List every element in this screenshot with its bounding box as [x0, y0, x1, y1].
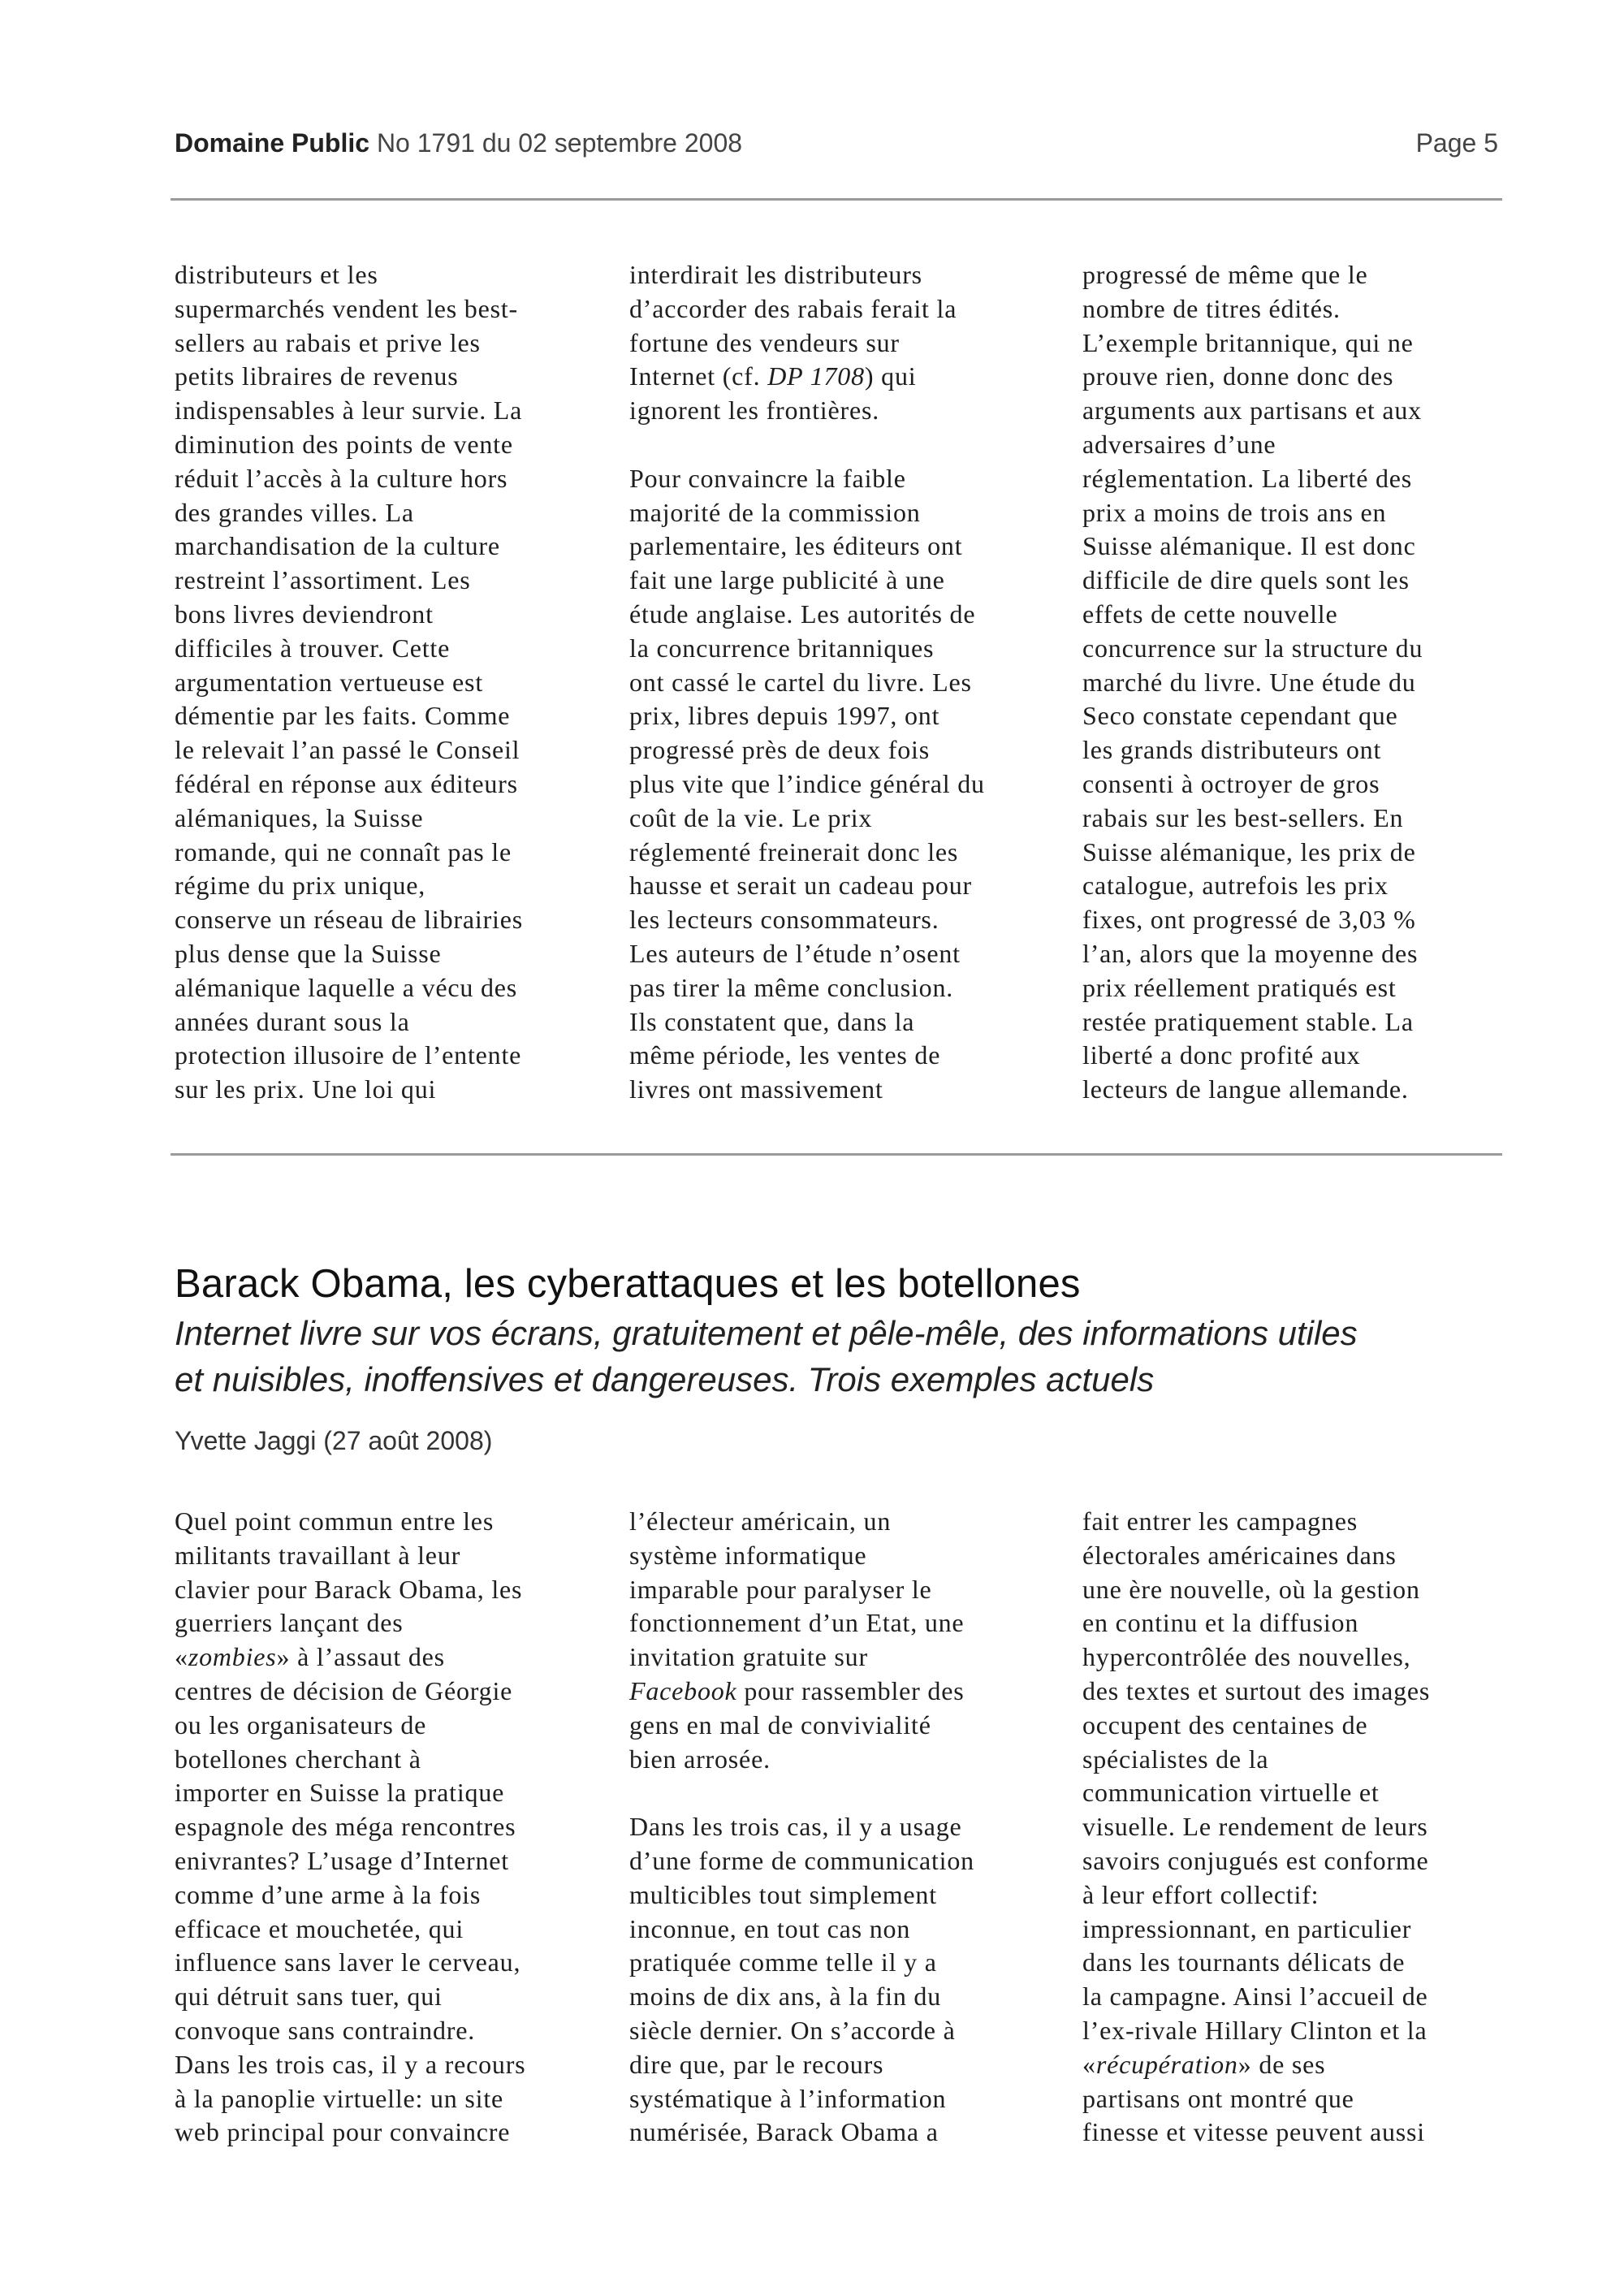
publication-name: Domaine Public: [175, 128, 370, 158]
subtitle-line: Internet livre sur vos écrans, gratuitement et pêle-mêle, des informations utiles: [175, 1314, 1358, 1352]
header-divider: [171, 198, 1502, 201]
text-line: des textes et surtout des images: [1082, 1675, 1431, 1705]
text-line: numérisée, Barack Obama a: [629, 2117, 939, 2147]
text-line: majorité de la commission: [629, 497, 921, 527]
text-line: difficile de dire quels sont les: [1082, 565, 1410, 595]
text-line: livres ont massivement: [629, 1074, 883, 1104]
text-line: progressé près de deux fois: [629, 735, 930, 765]
text-line: lecteurs de langue allemande.: [1082, 1074, 1409, 1104]
text-line: finesse et vitesse peuvent aussi: [1082, 2117, 1425, 2147]
text-line: restreint l’assortiment. Les: [175, 565, 471, 595]
text-line: nombre de titres édités.: [1082, 293, 1341, 323]
text-line: gens en mal de convivialité: [629, 1709, 931, 1740]
text-line: coût de la vie. Le prix: [629, 802, 873, 832]
text-line: romande, qui ne connaît pas le: [175, 836, 512, 867]
text-line: convoque sans contraindre.: [175, 2015, 476, 2045]
text-line: des grandes villes. La: [175, 497, 414, 527]
text-line: fait entrer les campagnes: [1082, 1506, 1358, 1536]
article1-column-3: [1082, 258, 1513, 1107]
text-line: enivrantes? L’usage d’Internet: [175, 1845, 509, 1875]
text-line: multicibles tout simplement: [629, 1879, 937, 1909]
text-line: efficace et mouchetée, qui: [175, 1913, 464, 1943]
text-line: hausse et serait un cadeau pour: [629, 871, 972, 901]
text-line: fixes, ont progressé de 3,03 %: [1082, 905, 1416, 935]
article-divider: [171, 1153, 1502, 1156]
text-line: système informatique: [629, 1540, 867, 1570]
article1-column-1: [175, 258, 605, 1107]
text-line: savoirs conjugués est conforme: [1082, 1845, 1429, 1875]
article-subtitle: [175, 1310, 1522, 1402]
text-line: ont cassé le cartel du livre. Les: [629, 667, 972, 697]
text-line: arguments aux partisans et aux: [1082, 395, 1422, 426]
text-line: ou les organisateurs de: [175, 1709, 427, 1740]
text-line: progressé de même que le: [1082, 260, 1368, 289]
text-line: spécialistes de la: [1082, 1744, 1269, 1774]
text-line: supermarchés vendent les best-: [175, 293, 518, 323]
text-line: pratiquée comme telle il y a: [629, 1947, 937, 1977]
text-line: indispensables à leur survie. La: [175, 395, 523, 426]
text-line: l’électeur américain, un: [629, 1506, 892, 1536]
text-line: petits libraires de revenus: [175, 361, 459, 391]
text-line: systématique à l’information: [629, 2083, 947, 2113]
text-line: catalogue, autrefois les prix: [1082, 871, 1389, 901]
text-line: importer en Suisse la pratique: [175, 1778, 505, 1808]
text-line: diminution des points de vente: [175, 429, 513, 459]
text-line: la campagne. Ainsi l’accueil de: [1082, 1982, 1428, 2012]
article-title: Barack Obama, les cyberattaques et les botellones: [175, 1262, 1081, 1306]
text-line: guerriers lançant des: [175, 1608, 404, 1638]
text-line: liberté a donc profité aux: [1082, 1040, 1361, 1070]
text-line: réduit l’accès à la culture hors: [175, 463, 508, 493]
text-line: comme d’une arme à la fois: [175, 1879, 482, 1909]
text-line: la concurrence britanniques: [629, 633, 935, 663]
text-line: sur les prix. Une loi qui: [175, 1074, 437, 1104]
text-line: visuelle. Le rendement de leurs: [1082, 1812, 1428, 1842]
text-line: Ils constatent que, dans la: [629, 1006, 915, 1036]
text-line: prix, libres depuis 1997, ont: [629, 701, 940, 731]
text-line: conserve un réseau de librairies: [175, 905, 523, 935]
text-line: une ère nouvelle, où la gestion: [1082, 1574, 1420, 1604]
text-line: difficiles à trouver. Cette: [175, 633, 451, 663]
text-line: restée pratiquement stable. La: [1082, 1006, 1414, 1036]
text-line: botellones cherchant à: [175, 1744, 421, 1774]
text-line: partisans ont montré que: [1082, 2083, 1354, 2113]
text-line: inconnue, en tout cas non: [629, 1913, 911, 1943]
text-line: le relevait l’an passé le Conseil: [175, 735, 520, 765]
text-line: réglementation. La liberté des: [1082, 463, 1413, 493]
text-line: impressionnant, en particulier: [1082, 1913, 1412, 1943]
text-line: Facebook pour rassembler des: [629, 1675, 965, 1705]
article2-column-3: [1082, 1505, 1513, 2150]
text-line: siècle dernier. On s’accorde à: [629, 2015, 956, 2045]
text-line: Suisse alémanique, les prix de: [1082, 836, 1416, 867]
text-line: Suisse alémanique. Il est donc: [1082, 531, 1416, 561]
text-line: «récupération» de ses: [1082, 2049, 1326, 2079]
text-line: ignorent les frontières.: [629, 395, 879, 426]
text-line: dans les tournants délicats de: [1082, 1947, 1406, 1977]
text-line: fédéral en réponse aux éditeurs: [175, 768, 518, 798]
text-line: espagnole des méga rencontres: [175, 1812, 516, 1842]
text-line: prix réellement pratiqués est: [1082, 972, 1397, 1002]
text-line: électorales américaines dans: [1082, 1540, 1397, 1570]
text-line: occupent des centaines de: [1082, 1709, 1368, 1740]
text-line: plus dense que la Suisse: [175, 938, 442, 968]
paragraph-break: [629, 428, 1060, 462]
text-line: étude anglaise. Les autorités de: [629, 599, 976, 629]
article2-column-2: [629, 1505, 1060, 2150]
text-line: sellers au rabais et prive les: [175, 327, 481, 357]
text-line: adversaires d’une: [1082, 429, 1276, 459]
text-line: démentie par les faits. Comme: [175, 701, 511, 731]
text-line: invitation gratuite sur: [629, 1642, 868, 1672]
text-line: bons livres deviendront: [175, 599, 434, 629]
text-line: interdirait les distributeurs: [629, 260, 922, 289]
text-line: marché du livre. Une étude du: [1082, 667, 1416, 697]
text-line: communication virtuelle et: [1082, 1778, 1380, 1808]
text-line: à leur effort collectif:: [1082, 1879, 1320, 1909]
text-line: Internet (cf. DP 1708) qui: [629, 361, 917, 391]
text-line: Les auteurs de l’étude n’osent: [629, 938, 961, 968]
text-line: rabais sur les best-sellers. En: [1082, 802, 1404, 832]
text-line: l’an, alors que la moyenne des: [1082, 938, 1419, 968]
text-line: argumentation vertueuse est: [175, 667, 484, 697]
text-line: bien arrosée.: [629, 1744, 771, 1774]
text-line: distributeurs et les: [175, 260, 378, 289]
text-line: alémaniques, la Suisse: [175, 802, 424, 832]
text-line: Quel point commun entre les: [175, 1506, 495, 1536]
text-line: Dans les trois cas, il y a usage: [629, 1812, 962, 1842]
text-line: web principal pour convaincre: [175, 2117, 511, 2147]
text-line: moins de dix ans, à la fin du: [629, 1982, 942, 2012]
page-header: [175, 128, 1498, 169]
text-line: Pour convaincre la faible: [629, 463, 906, 493]
text-line: centres de décision de Géorgie: [175, 1675, 513, 1705]
text-line: Dans les trois cas, il y a recours: [175, 2049, 526, 2079]
article-byline: Yvette Jaggi (27 août 2008): [175, 1426, 493, 1455]
text-line: Seco constate cependant que: [1082, 701, 1398, 731]
article1-column-2: [629, 258, 1060, 1107]
text-line: fonctionnement d’un Etat, une: [629, 1608, 965, 1638]
text-line: marchandisation de la culture: [175, 531, 500, 561]
subtitle-line: et nuisibles, inoffensives et dangereuses. Trois exemples actuels: [175, 1360, 1155, 1398]
text-line: prix a moins de trois ans en: [1082, 497, 1387, 527]
text-line: même période, les ventes de: [629, 1040, 941, 1070]
text-line: plus vite que l’indice général du: [629, 768, 985, 798]
text-line: les lecteurs consommateurs.: [629, 905, 939, 935]
text-line: pas tirer la même conclusion.: [629, 972, 954, 1002]
text-line: «zombies» à l’assaut des: [175, 1642, 445, 1672]
text-line: en continu et la diffusion: [1082, 1608, 1359, 1638]
paragraph-break: [629, 1776, 1060, 1810]
text-line: qui détruit sans tuer, qui: [175, 1982, 443, 2012]
text-line: années durant sous la: [175, 1006, 410, 1036]
text-line: militants travaillant à leur: [175, 1540, 461, 1570]
text-line: régime du prix unique,: [175, 871, 426, 901]
text-line: imparable pour paralyser le: [629, 1574, 932, 1604]
text-line: d’accorder des rabais ferait la: [629, 293, 957, 323]
text-line: L’exemple britannique, qui ne: [1082, 327, 1414, 357]
text-line: dire que, par le recours: [629, 2049, 884, 2079]
article2-column-1: [175, 1505, 605, 2150]
issue-info: No 1791 du 02 septembre 2008: [376, 128, 743, 158]
text-line: fortune des vendeurs sur: [629, 327, 900, 357]
text-line: concurrence sur la structure du: [1082, 633, 1423, 663]
text-line: les grands distributeurs ont: [1082, 735, 1382, 765]
text-line: consenti à octroyer de gros: [1082, 768, 1380, 798]
text-line: fait une large publicité à une: [629, 565, 945, 595]
page-number: Page 5: [1415, 128, 1498, 158]
text-line: clavier pour Barack Obama, les: [175, 1574, 523, 1604]
text-line: réglementé freinerait donc les: [629, 836, 959, 867]
text-line: alémanique laquelle a vécu des: [175, 972, 518, 1002]
text-line: influence sans laver le cerveau,: [175, 1947, 521, 1977]
text-line: à la panoplie virtuelle: un site: [175, 2083, 504, 2113]
text-line: d’une forme de communication: [629, 1845, 974, 1875]
text-line: effets de cette nouvelle: [1082, 599, 1338, 629]
text-line: protection illusoire de l’entente: [175, 1040, 522, 1070]
text-line: prouve rien, donne donc des: [1082, 361, 1394, 391]
text-line: parlementaire, les éditeurs ont: [629, 531, 963, 561]
text-line: l’ex-rivale Hillary Clinton et la: [1082, 2015, 1427, 2045]
text-line: hypercontrôlée des nouvelles,: [1082, 1642, 1411, 1672]
